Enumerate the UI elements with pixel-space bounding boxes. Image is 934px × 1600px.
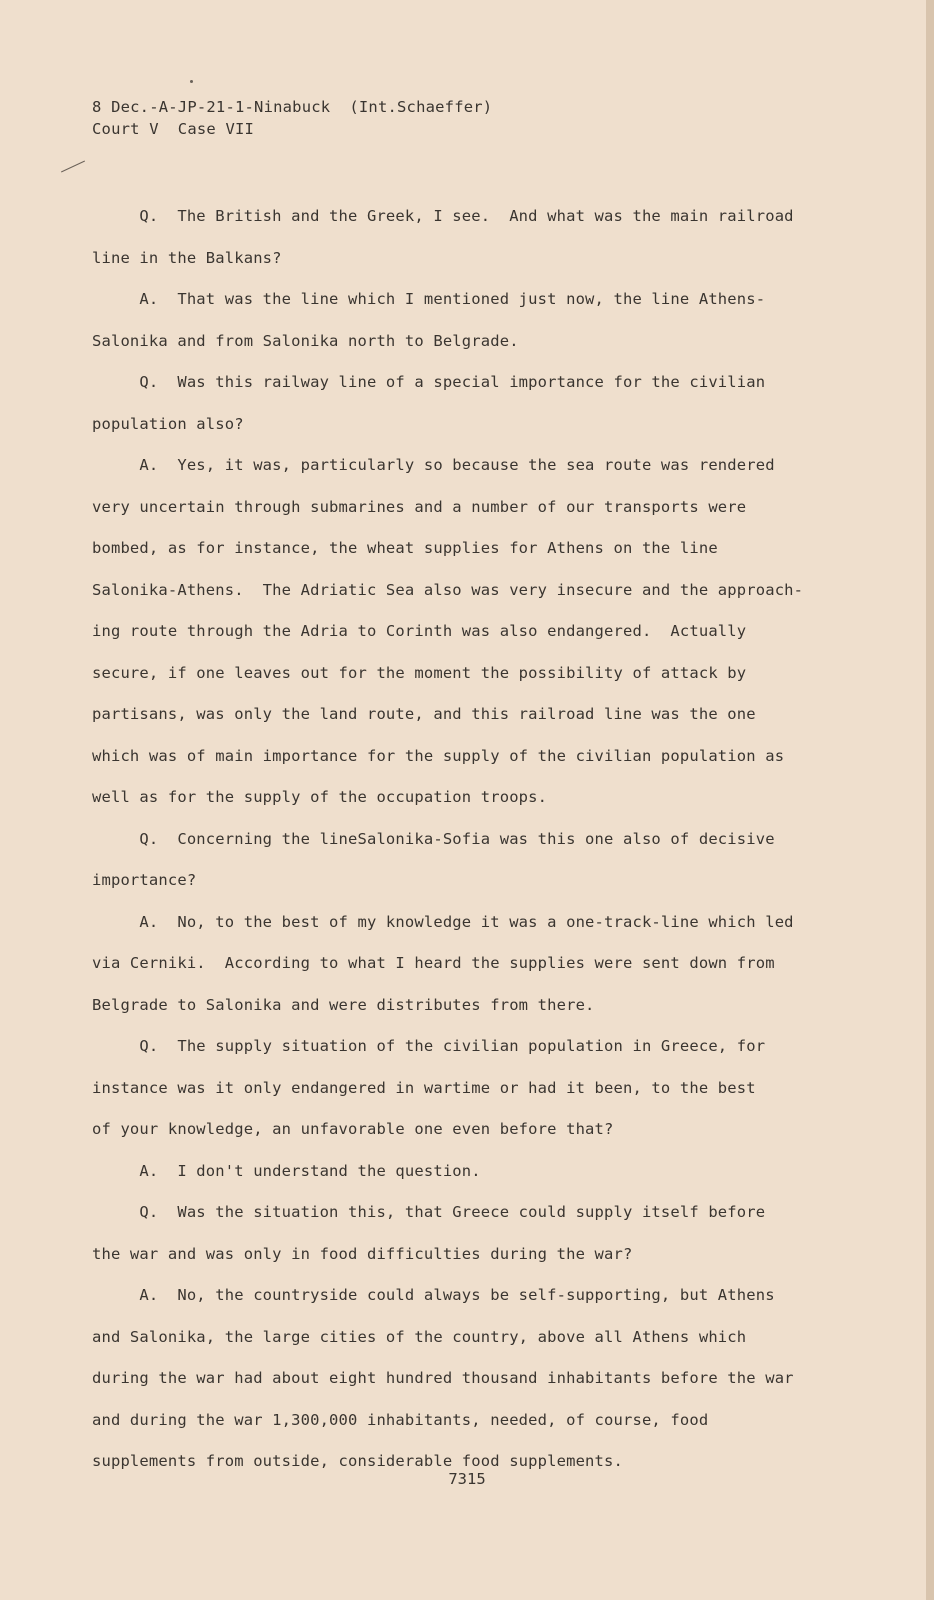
text-line: of your knowledge, an unfavorable one even before that? (92, 1120, 614, 1138)
page-number: 7315 (448, 1470, 486, 1488)
text-line: bombed, as for instance, the wheat supplies for Athens on the line (92, 539, 718, 557)
text-line: Q. Concerning the lineSalonika-Sofia was this one also of decisive (92, 829, 775, 848)
transcript-body (92, 196, 852, 1483)
text-line: A. No, the countryside could always be self-supporting, but Athens (92, 1286, 775, 1304)
text-line: and during the war 1,300,000 inhabitants, needed, of course, food (92, 1410, 709, 1429)
text-line: Belgrade to Salonika and were distributes from there. (92, 995, 595, 1014)
stray-dot (190, 80, 193, 83)
header-line-2: Court V Case VII (92, 120, 255, 138)
text-line: A. That was the line which I mentioned just now, the line Athens- (92, 290, 766, 308)
text-line: Salonika-Athens. The Adriatic Sea also was very insecure and the approach- (92, 580, 804, 599)
text-line: which was of main importance for the supply of the civilian population as (92, 746, 785, 765)
stray-pen-mark (61, 161, 85, 173)
text-line: partisans, was only the land route, and this railroad line was the one (92, 705, 756, 723)
text-line: Salonika and from Salonika north to Belgrade. (92, 331, 519, 350)
text-line: Q. The supply situation of the civilian population in Greece, for (92, 1037, 766, 1055)
text-line: well as for the supply of the occupation troops. (92, 788, 548, 806)
text-line: very uncertain through submarines and a number of our transports were (92, 497, 747, 516)
text-line: line in the Balkans? (92, 248, 282, 267)
text-line: the war and was only in food difficulties during the war? (92, 1244, 633, 1263)
text-line: importance? (92, 871, 197, 889)
document-header (92, 96, 492, 140)
text-line: ing route through the Adria to Corinth was also endangered. Actually (92, 622, 747, 640)
text-line: A. I don't understand the question. (92, 1161, 481, 1180)
text-line: A. No, to the best of my knowledge it was a one-track-line which led (92, 912, 794, 931)
text-line: secure, if one leaves out for the moment the possibility of attack by (92, 663, 747, 682)
text-line: via Cerniki. According to what I heard the supplies were sent down from (92, 954, 775, 972)
text-line: population also? (92, 414, 244, 433)
text-line: A. Yes, it was, particularly so because the sea route was rendered (92, 456, 775, 474)
text-line: and Salonika, the large cities of the country, above all Athens which (92, 1327, 747, 1346)
text-line: during the war had about eight hundred thousand inhabitants before the war (92, 1369, 794, 1387)
text-line: Q. The British and the Greek, I see. And what was the main railroad (92, 207, 794, 225)
text-line: Q. Was the situation this, that Greece could supply itself before (92, 1203, 766, 1221)
header-line-1: 8 Dec.-A-JP-21-1-Ninabuck (Int.Schaeffer) (92, 98, 493, 116)
text-line: supplements from outside, considerable food supplements. (92, 1452, 623, 1470)
text-line: instance was it only endangered in wartime or had it been, to the best (92, 1078, 756, 1097)
text-line: Q. Was this railway line of a special importance for the civilian (92, 373, 766, 391)
